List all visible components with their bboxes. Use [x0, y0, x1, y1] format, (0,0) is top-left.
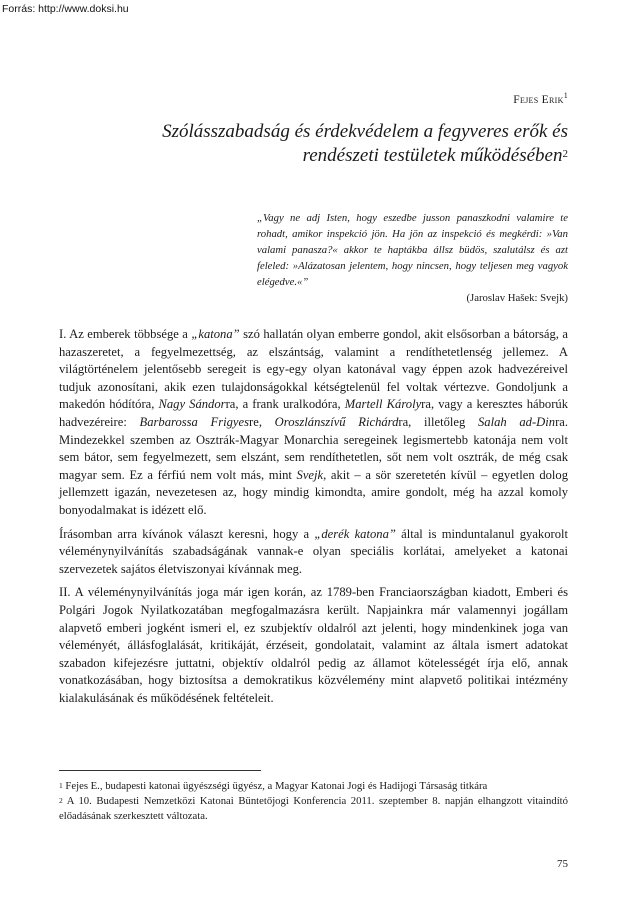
- article-title: [110, 120, 568, 168]
- body-text: [59, 326, 568, 713]
- footnote-2: $^2$ A 10. Budapesti Nemzetközi Katonai Büntetőjogi Konferencia 2011. szeptember 8. napján elhangzott vitaindító előadásának szerkesztett változata.: [59, 795, 568, 822]
- page-number: 75: [557, 858, 568, 870]
- footnote-1: $^1$ Fejes E., budapesti katonai ügyészségi ügyész, a Magyar Katonai Jogi és Hadijogi Társaság titkára: [59, 780, 488, 792]
- epigraph: [257, 210, 568, 306]
- paragraph-2: Írásomban arra kívánok választ keresni, hogy a „derék katona” által is minduntalanul gyakorolt véleménynyilvánítás szabadságának vannak-e olyan speciális korlátai, amelyeket a katonai szervezetek sajátos életviszonyai kívánnak meg.: [59, 526, 568, 576]
- footnotes: [59, 779, 568, 824]
- author-name-text: Fejes Erik: [513, 94, 564, 106]
- paragraph-1: I. Az emberek többsége a „katona” szó hallatán olyan emberre gondol, akit elsősorban a bátorság, a hazaszeretet, a fegyelmezettség, az elszántság, valamint a rendíthetetlenség jellemez. A világtörténelem jelentősebb seregeit is egy-egy olyan katonával vagy éppen azok hadvezéreivel tudjuk azonosítani, akik ezen tulajdonságokkal kétségtelenül fel voltak vértezve. Gondoljunk a makedón hódítóra, Nagy Sándorra, a frank uralkodóra, Martell Károlyra, vagy a keresztes háborúk hadvezéreire: Barbarossa Frigyesre, Oroszlánszívű Richárdra, illetőleg Salah ad-Dinra. Mindezekkel szemben az Osztrák-Magyar Monarchia seregeinek legismertebb katonája nem volt sem bátor, sem fegyelmezett, sem elszánt, sem rendíthetetlen, sőt nem volt osztrák, de még csak magyar sem. Ez a férfiú nem volt más, mint Svejk, akit – a sör szeretetén kívül – egyetlen dolog jellemzett igazán, nevezetesen az, hogy mindig kimondta, amire gondolt, még ha azzal komoly bonyodalmakat is idézett elő.: [59, 327, 569, 517]
- title-footnote-mark: 2: [562, 148, 568, 160]
- paragraph-3: II. A véleménynyilvánítás joga már igen korán, az 1789-ben Franciaországban kiadott, Emberi és Polgári Jogok Nyilatkozatában megfogalmazásra került. Napjainkra már valamennyi jogállam alapvető emberi jogként ismeri el, ez szubjektív oldalról azt jelenti, hogy mindenkinek joga van véleményét, állásfoglalását, kritikáját, érzéseit, gondolatait, valamint az általa ismert adatokat szabadon kifejezésre juttatni, objektív oldalról pedig az államot kötelességét írja elő, annak vonatkozásában, hogy biztosítsa a demokratikus közvélemény mint alapvető politikai intézmény kialakulásának és működésének feltételeit.: [59, 585, 568, 705]
- author-name: [513, 91, 568, 106]
- epigraph-quote: „Vagy ne adj Isten, hogy eszedbe jusson panaszkodni valamire te rohadt, amikor inspekció jön. Ha jön az inspekció és megkérdi: »Van valami panasza?« akkor te haptákba állsz büdös, szalutálsz és azt feleled: »Alázatosan jelentem, hogy nincsen, hogy teljesen meg vagyok elégedve.«”: [257, 212, 568, 288]
- source-watermark: Forrás: http://www.doksi.hu: [2, 3, 129, 15]
- author-footnote-mark: 1: [563, 91, 568, 100]
- epigraph-source: (Jaroslav Hašek: Svejk): [466, 292, 568, 304]
- footnote-divider: [59, 770, 261, 771]
- article-title-text: Szólásszabadság és érdekvédelem a fegyveres erők és rendészeti testületek működésében: [162, 121, 568, 166]
